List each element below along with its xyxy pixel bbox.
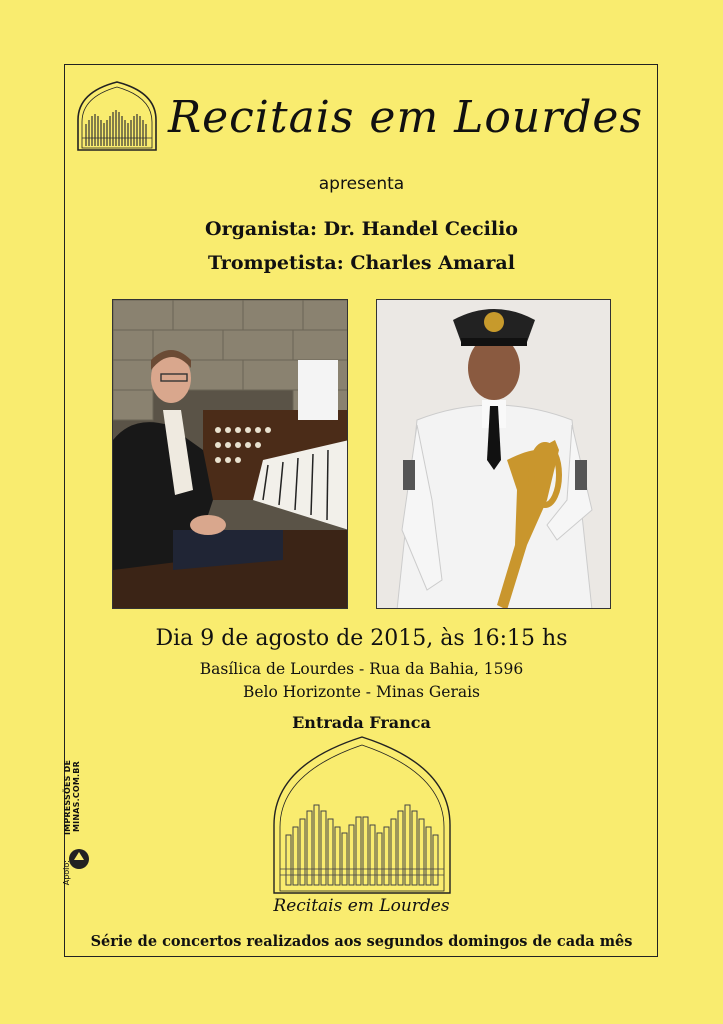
brand-title: Recitais em Lourdes — [168, 92, 644, 143]
logo-caption: Recitais em Lourdes — [273, 896, 450, 916]
venue-address: Basílica de Lourdes - Rua da Bahia, 1596 — [199, 660, 524, 678]
free-entry-text: Entrada Franca — [292, 713, 431, 732]
trumpeter-photo — [376, 299, 611, 609]
event-date-time: Dia 9 de agosto de 2015, às 16:15 hs — [155, 626, 568, 651]
organist-photo — [112, 299, 348, 609]
series-description: Série de concertos realizados aos segundos domingos de cada mês — [90, 933, 633, 950]
performer-organist: Organista: Dr. Handel Cecilio — [205, 218, 518, 240]
performer-trumpeter: Trompetista: Charles Amaral — [208, 252, 515, 274]
presents-text: apresenta — [318, 174, 405, 194]
organ-logo-large-icon — [264, 735, 460, 895]
venue-city: Belo Horizonte - Minas Gerais — [242, 683, 481, 701]
sponsor-website: IMPRESSÕES DE MINAS.COM.BR — [63, 759, 81, 835]
organ-logo-icon — [76, 80, 158, 152]
sponsor-label: Apoio: — [62, 860, 71, 886]
